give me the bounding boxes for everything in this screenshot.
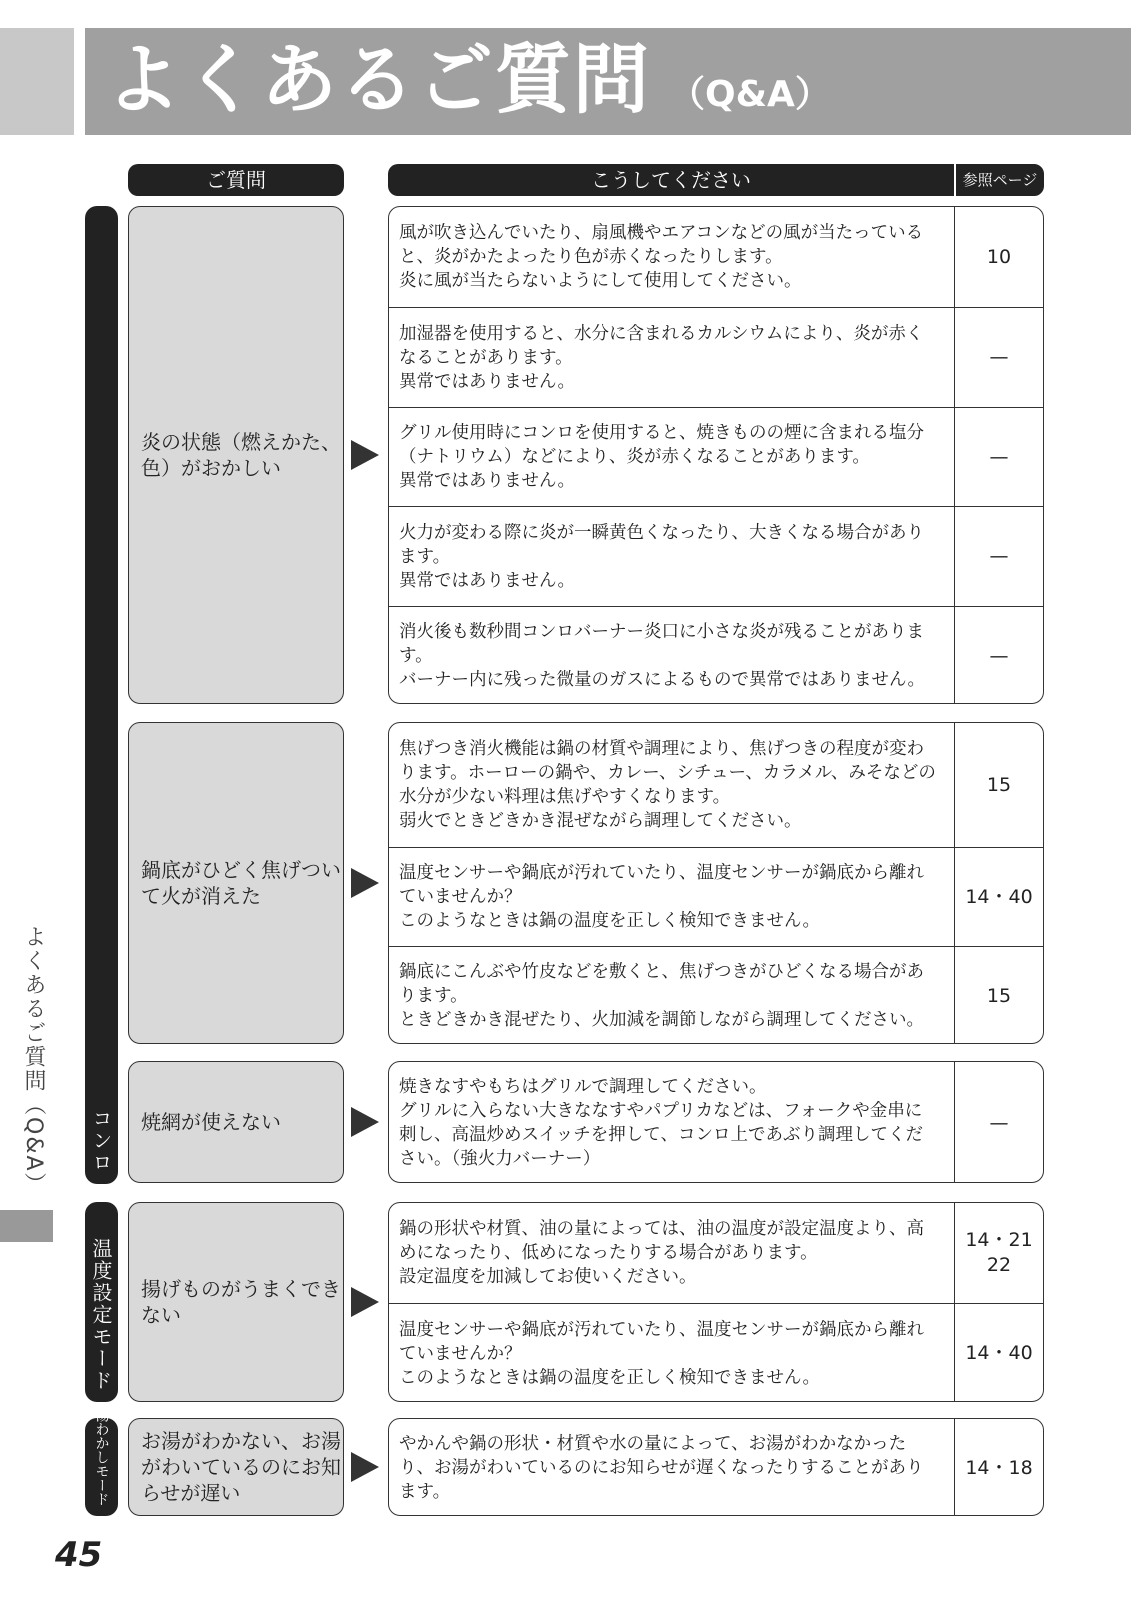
page-title: よくあるご質問 （Q&A） bbox=[105, 35, 831, 124]
answer-group bbox=[388, 1202, 1044, 1402]
arrow-right-icon bbox=[351, 868, 379, 898]
answer-row bbox=[389, 207, 1043, 307]
answer-group bbox=[388, 1061, 1044, 1183]
answer-text: 温度センサーや鍋底が汚れていたり、温度センサーが鍋底から離れていませんか？ このようなときは鍋の温度を正しく検知できません。 bbox=[399, 863, 924, 931]
category-bar-temperature-mode: 温度設定モード bbox=[85, 1202, 118, 1402]
answer-ref: 15 bbox=[954, 723, 1043, 847]
answer-ref: 15 bbox=[954, 947, 1043, 1044]
category-bar-konro: コンロ bbox=[85, 206, 118, 1184]
question-box: 焼網が使えない bbox=[128, 1061, 344, 1183]
arrow-right-icon bbox=[351, 440, 379, 470]
answer-text: 鍋の形状や材質、油の量によっては、油の温度が設定温度より、高めになったり、低めになったりする場合があります。 設定温度を加減してお使いください。 bbox=[399, 1219, 924, 1287]
answer-row bbox=[389, 606, 1043, 704]
sidebar-tab-marker bbox=[0, 1210, 53, 1242]
arrow-right-icon bbox=[351, 1107, 379, 1137]
answer-text: 鍋底にこんぶや竹皮などを敷くと、焦げつきがひどくなる場合があります。 ときどきかき混ぜたり、火加減を調節しながら調理してください。 bbox=[399, 962, 924, 1030]
arrow-right-icon bbox=[351, 1452, 379, 1482]
answer-row bbox=[389, 1203, 1043, 1303]
category-bar-boil-mode: 湯わかしモード bbox=[85, 1418, 118, 1516]
answer-ref: — bbox=[954, 1062, 1043, 1183]
answer-group bbox=[388, 722, 1044, 1044]
column-header-action: こうしてください bbox=[388, 164, 954, 196]
question-box: 鍋底がひどく焦げついて火が消えた bbox=[128, 722, 344, 1044]
answer-text: 消火後も数秒間コンロバーナー炎口に小さな炎が残ることがあります。 バーナー内に残った微量のガスによるもので異常ではありません。 bbox=[399, 622, 926, 690]
answer-group bbox=[388, 206, 1044, 704]
page-subtitle: （Q&A） bbox=[669, 74, 831, 115]
answer-ref: 10 bbox=[954, 207, 1043, 307]
arrow-right-icon bbox=[351, 1287, 379, 1317]
answer-row bbox=[389, 1062, 1043, 1183]
answer-ref: — bbox=[954, 408, 1043, 506]
answer-group bbox=[388, 1418, 1044, 1516]
column-header-question: ご質問 bbox=[128, 164, 344, 196]
sidebar-section-label: よくあるご質問（Q&A） bbox=[21, 925, 46, 1197]
answer-row bbox=[389, 723, 1043, 847]
answer-text: やかんや鍋の形状・材質や水の量によって、お湯がわかなかったり、お湯がわいているのにお知らせが遅くなったりすることがあります。 bbox=[399, 1434, 924, 1502]
header-left-block bbox=[0, 28, 74, 135]
question-box: 揚げものがうまくできない bbox=[128, 1202, 344, 1402]
answer-row bbox=[389, 407, 1043, 506]
answer-text: 加湿器を使用すると、水分に含まれるカルシウムにより、炎が赤くなることがあります。 異常ではありません。 bbox=[399, 323, 924, 392]
answer-ref: — bbox=[954, 507, 1043, 606]
answer-row bbox=[389, 307, 1043, 407]
answer-text: 焦げつき消火機能は鍋の材質や調理により、焦げつきの程度が変わります。ホーローの鍋や、カレー、シチュー、カラメル、みそなどの水分が少ない料理は焦げやすくなります。 弱火でときどきかき混ぜながら調理してください。 bbox=[399, 739, 936, 831]
answer-row bbox=[389, 1303, 1043, 1402]
column-header-ref: 参照ページ bbox=[956, 164, 1044, 196]
answer-ref: — bbox=[954, 607, 1043, 704]
question-box: お湯がわかない、お湯がわいているのにお知らせが遅い bbox=[128, 1418, 344, 1516]
answer-ref: 14・18 bbox=[954, 1419, 1043, 1516]
answer-text: 風が吹き込んでいたり、扇風機やエアコンなどの風が当たっていると、炎がかたよったり色が赤くなったりします。 炎に風が当たらないようにして使用してください。 bbox=[399, 223, 924, 291]
answer-row bbox=[389, 1419, 1043, 1516]
answer-row bbox=[389, 847, 1043, 946]
answer-text: 火力が変わる際に炎が一瞬黄色くなったり、大きくなる場合があります。 異常ではありません。 bbox=[399, 522, 924, 591]
page-number: 45 bbox=[55, 1535, 103, 1575]
answer-ref: 14・40 bbox=[954, 1304, 1043, 1402]
answer-row bbox=[389, 506, 1043, 606]
answer-text: グリル使用時にコンロを使用すると、焼きものの煙に含まれる塩分（ナトリウム）などにより、炎が赤くなることがあります。 異常ではありません。 bbox=[399, 423, 924, 491]
answer-ref: 14・40 bbox=[954, 848, 1043, 946]
answer-row bbox=[389, 946, 1043, 1044]
answer-ref: 14・21 22 bbox=[954, 1203, 1043, 1303]
answer-text: 温度センサーや鍋底が汚れていたり、温度センサーが鍋底から離れていませんか？ このようなときは鍋の温度を正しく検知できません。 bbox=[399, 1319, 924, 1388]
answer-ref: — bbox=[954, 308, 1043, 407]
answer-text: 焼きなすやもちはグリルで調理してください。 グリルに入らない大きななすやパプリカなどは、フォークや金串に刺し、高温炒めスイッチを押して、コンロ上であぶり調理してください。（強火力バーナー） bbox=[399, 1077, 923, 1169]
question-box: 炎の状態（燃えかた、色）がおかしい bbox=[128, 206, 344, 704]
